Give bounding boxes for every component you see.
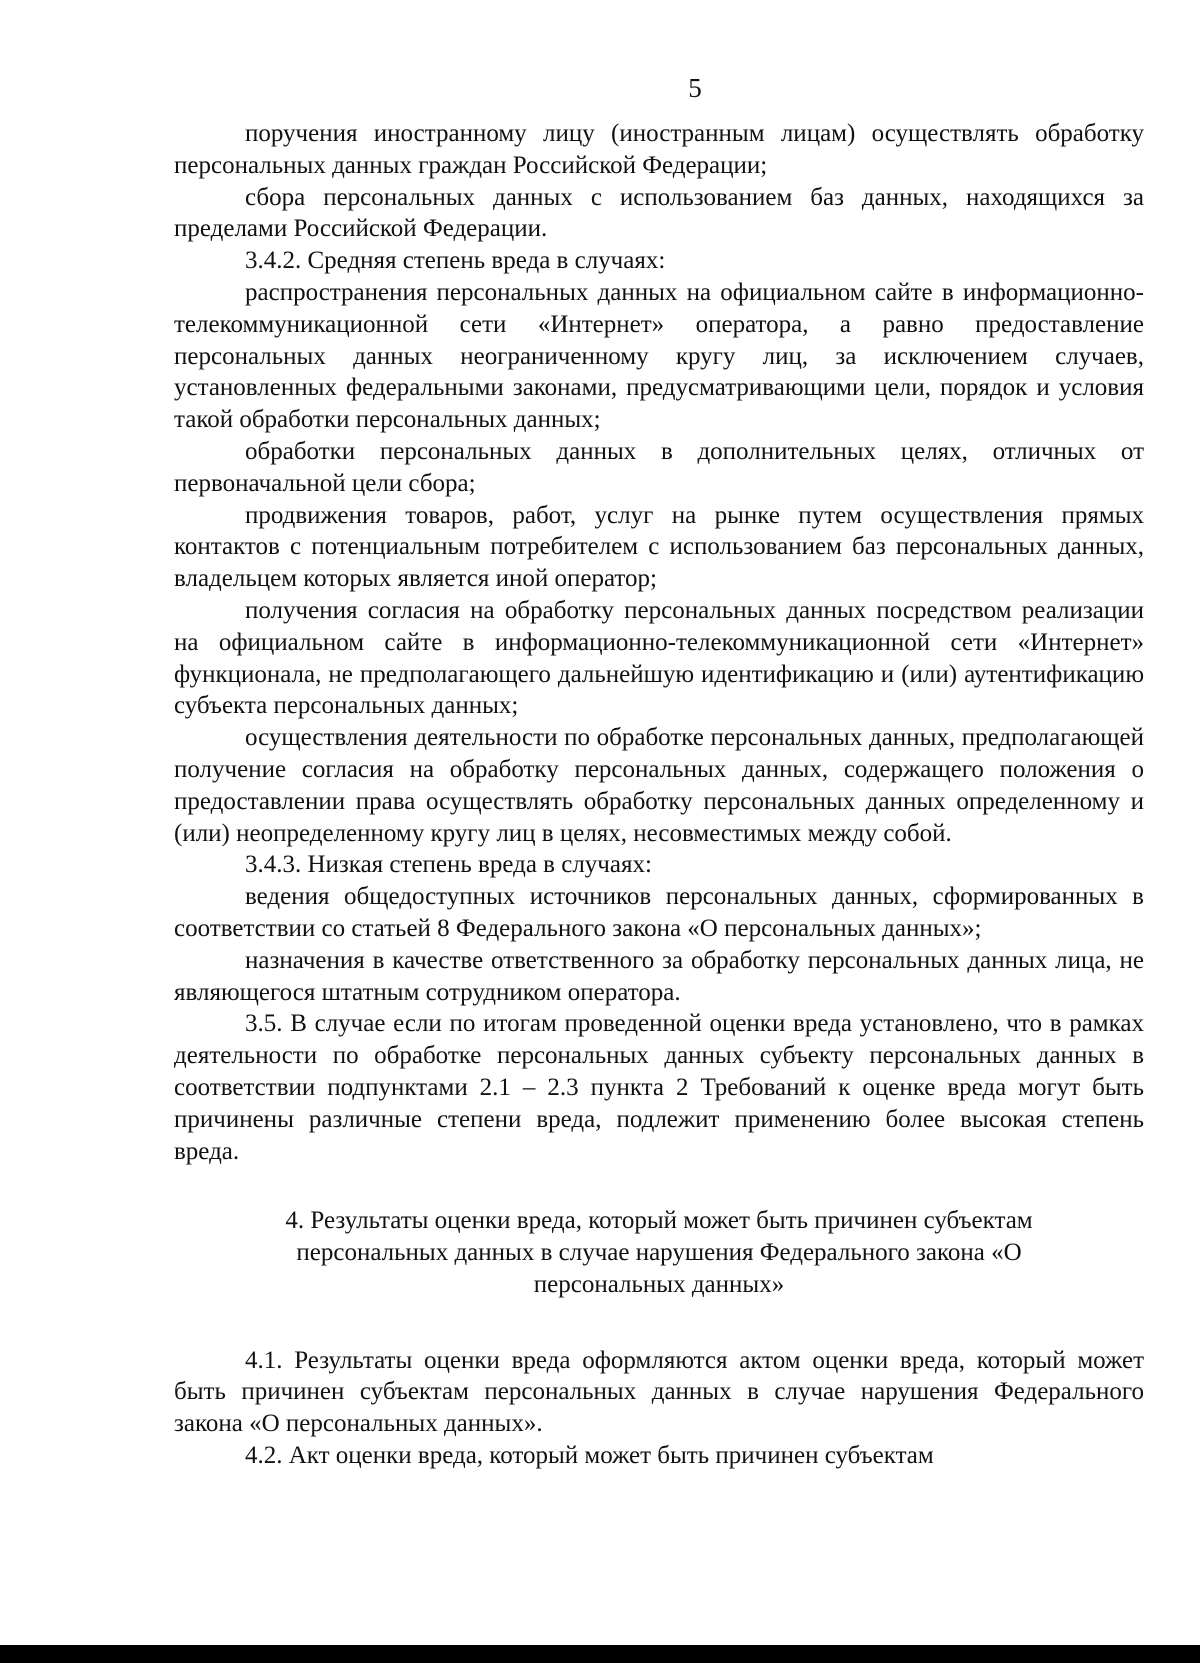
paragraph: 4.2. Акт оценки вреда, который может быть причинен субъектам <box>245 1442 934 1470</box>
document-body <box>174 118 1144 1472</box>
paragraph: распространения персональных данных на официальном сайте в информационно-телекоммуникационной сети «Интернет» оператора, а равно предоставление персональных данных неограниченному кругу лиц, за исключением случаев, установленных федеральными законами, предусматривающими цели, порядок и условия такой обработки персональных данных; <box>174 278 1144 434</box>
paragraph: 4.1. Результаты оценки вреда оформляются актом оценки вреда, который может быть причинен субъектам персональных данных в случае нарушения Федерального закона «О персональных данных». <box>174 1346 1144 1438</box>
scan-bottom-edge <box>0 1645 1200 1663</box>
paragraph: осуществления деятельности по обработке персональных данных, предполагающей получение согласия на обработку персональных данных, содержащего положения о предоставлении права осуществлять обработку персональных данных определенному и (или) неопределенному кругу лиц в целях, несовместимых между собой. <box>174 724 1144 847</box>
paragraph: 3.5. В случае если по итогам проведенной оценки вреда установлено, что в рамках деятельности по обработке персональных данных субъекту персональных данных в соответствии подпунктами 2.1 – 2.3 пункта 2 Требований к оценке вреда могут быть причинены различные степени вреда, подлежит применению более высокая степень вреда. <box>174 1010 1144 1165</box>
paragraph: 3.4.3. Низкая степень вреда в случаях: <box>245 851 652 879</box>
paragraph: обработки персональных данных в дополнительных целях, отличных от первоначальной цели сбора; <box>174 437 1144 497</box>
paragraph: ведения общедоступных источников персональных данных, сформированных в соответствии со статьей 8 Федерального закона «О персональных данных»; <box>174 883 1144 942</box>
section-heading: 4. Результаты оценки вреда, который может быть причинен субъектам персональных данных в случае нарушения Федерального закона «О персональных данных» <box>285 1207 1033 1298</box>
paragraph: 3.4.2. Средняя степень вреда в случаях: <box>245 247 666 275</box>
paragraph: сбора персональных данных с использованием баз данных, находящихся за пределами Российской Федерации. <box>174 183 1144 243</box>
paragraph: продвижения товаров, работ, услуг на рынке путем осуществления прямых контактов с потенциальным потребителем с использованием баз персональных данных, владельцем которых является иной оператор; <box>174 501 1144 593</box>
page-number: 5 <box>688 73 702 103</box>
paragraph: назначения в качестве ответственного за обработку персональных данных лица, не являющегося штатным сотрудником оператора. <box>174 946 1144 1006</box>
paragraph: поручения иностранному лицу (иностранным лицам) осуществлять обработку персональных данных граждан Российской Федерации; <box>174 120 1144 179</box>
paragraph: получения согласия на обработку персональных данных посредством реализации на официальном сайте в информационно-телекоммуникационной сети «Интернет» функционала, не предполагающего дальнейшую идентификацию и (или) аутентификацию субъекта персональных данных; <box>174 596 1144 720</box>
